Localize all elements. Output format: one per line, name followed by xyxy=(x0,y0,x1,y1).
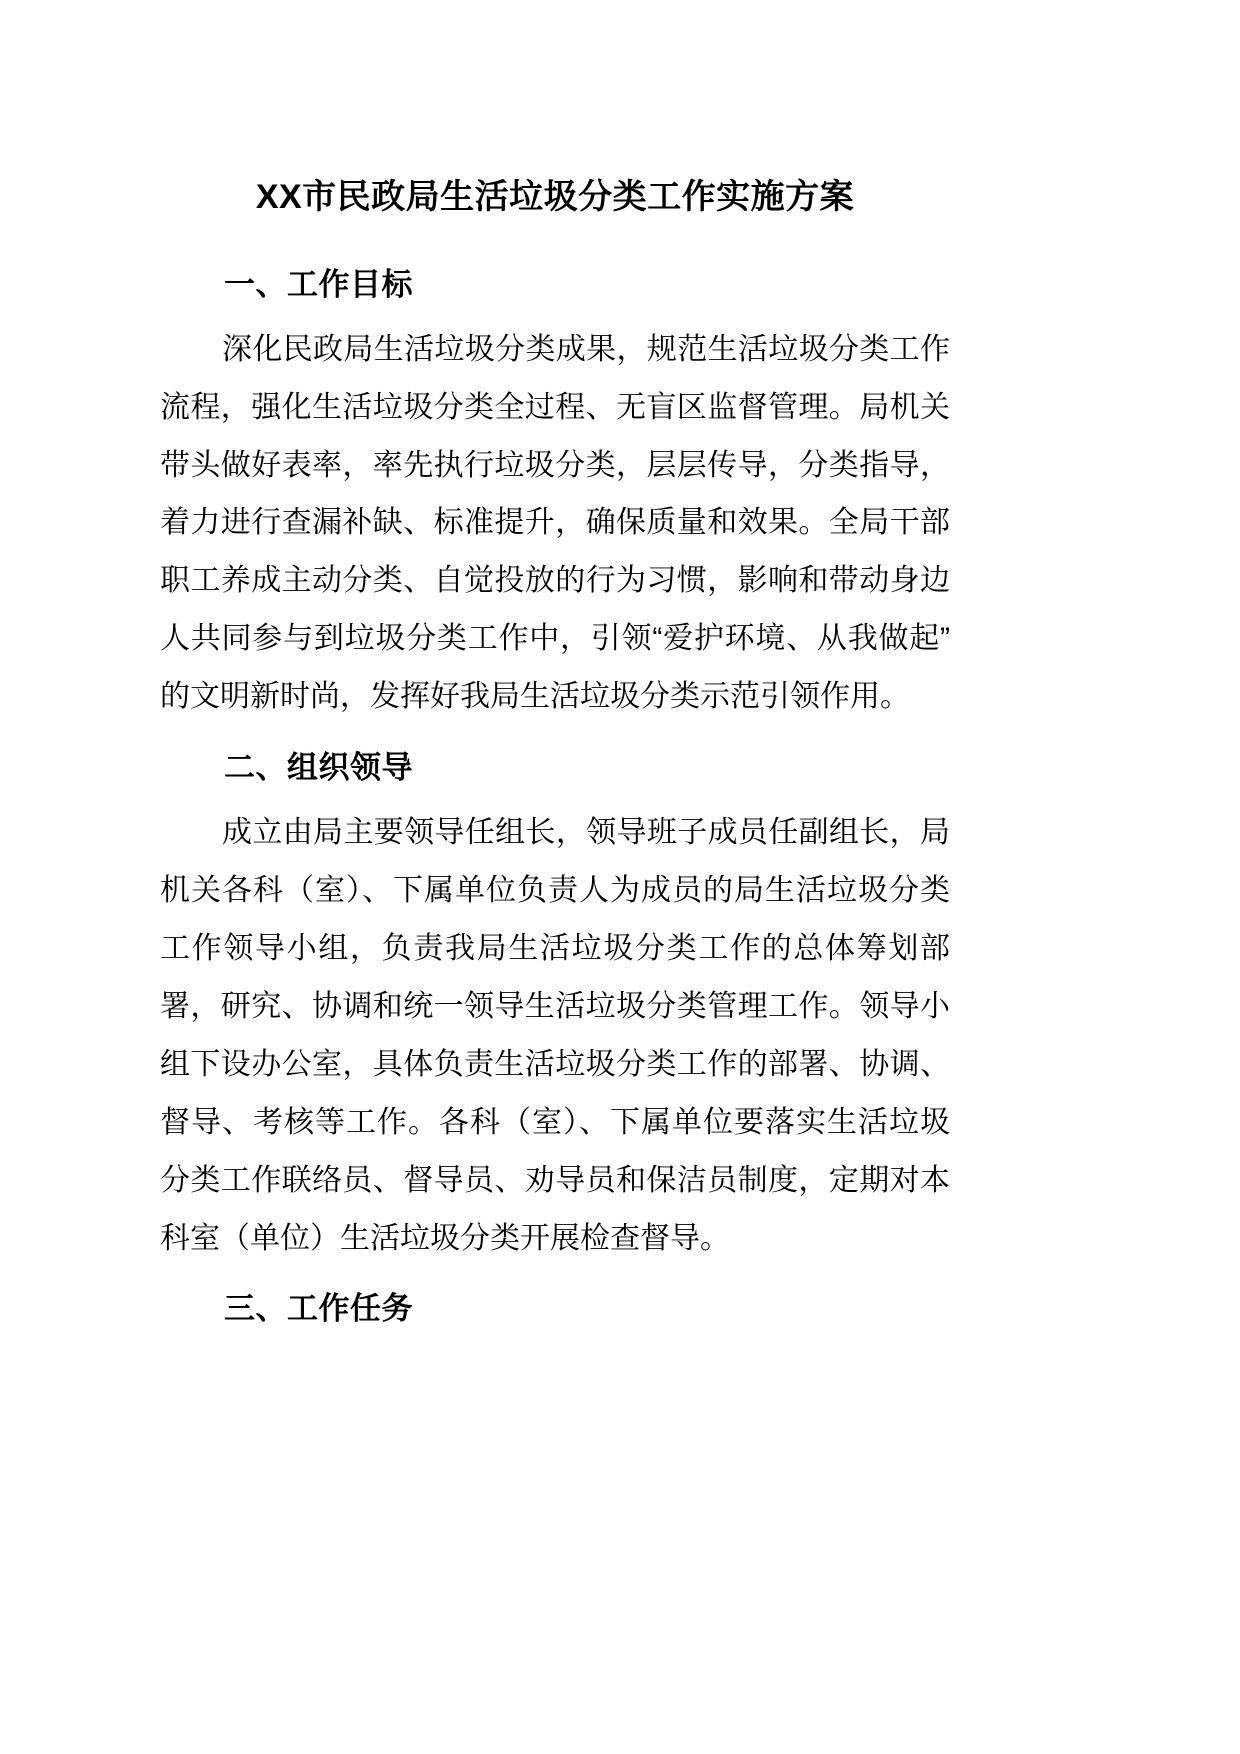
spacer-paragraph-2 xyxy=(160,1267,950,1289)
section-heading-work-goals: 一、工作目标 xyxy=(224,266,413,302)
spacer-title xyxy=(160,219,950,265)
page-title: XX市民政局生活垃圾分类工作实施方案 xyxy=(255,178,855,216)
spacer-heading-1 xyxy=(160,305,950,321)
section-heading-organization-leadership: 二、组织领导 xyxy=(224,750,413,786)
spacer-paragraph-1 xyxy=(160,726,950,748)
section-paragraph-organization-leadership: 成立由局主要领导任组长，领导班子成员任副组长，局机关各科（室）、下属单位负责人为成员的局生活垃圾分类工作领导小组，负责我局生活垃圾分类工作的总体筹划部署，研究、协调和统一领导生活垃圾分类管理工作。领导小组下设办公室，具体负责生活垃圾分类工作的部署、协调、督导、考核等工作。各科（室）、下属单位要落实生活垃圾分类工作联络员、督导员、劝导员和保洁员制度，定期对本科室（单位）生活垃圾分类开展检查督导。 xyxy=(160,816,950,1255)
section-paragraph-work-goals: 深化民政局生活垃圾分类成果，规范生活垃圾分类工作流程，强化生活垃圾分类全过程、无盲区监督管理。局机关带头做好表率，率先执行垃圾分类，层层传导，分类指导，着力进行查漏补缺、标准提升，确保质量和效果。全局干部职工养成主动分类、自觉投放的行为习惯，影响和带动身边人共同参与到垃圾分类工作中，引领“爱护环境、从我做起”的文明新时尚，发挥好我局生活垃圾分类示范引领作用。 xyxy=(160,332,950,714)
document-body xyxy=(160,0,950,1330)
spacer-heading-2 xyxy=(160,788,950,804)
section-heading-work-tasks: 三、工作任务 xyxy=(224,1291,413,1327)
